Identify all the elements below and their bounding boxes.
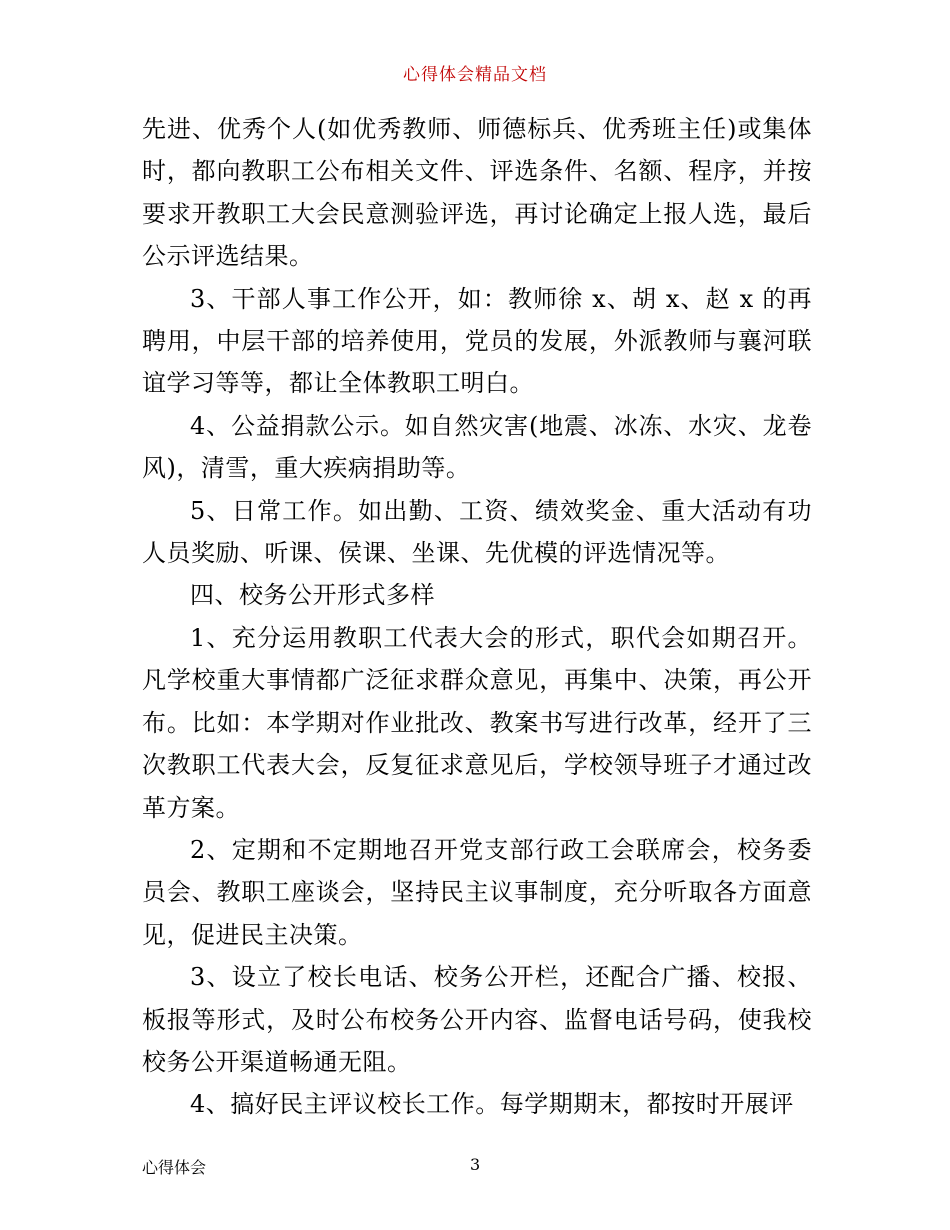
page-number: 3 xyxy=(470,1155,481,1174)
section-heading-forms: 四、校务公开形式多样 xyxy=(190,581,435,610)
paragraph-principal-phone: 3、设立了校长电话、校务公开栏，还配合广播、校报、板报等形式，及时公布校务公开内容、监督电话号码，使我校校务公开渠道畅通无阻。 xyxy=(142,963,812,1076)
paragraph-continuation: 先进、优秀个人(如优秀教师、师德标兵、优秀班主任)或集体时，都向教职工公布相关文件、评选条件、名额、程序，并按要求开教职工大会民意测验评选，再讨论确定上报人选，最后公示评选结果。 xyxy=(142,115,812,271)
paragraph-principal-evaluation: 4、搞好民主评议校长工作。每学期期末，都按时开展评 xyxy=(190,1090,794,1119)
paragraph-staff-congress: 1、充分运用教职工代表大会的形式，职代会如期召开。凡学校重大事情都广泛征求群众意见，再集中、决策，再公开布。比如：本学期对作业批改、教案书写进行改革，经开了三次教职工代表大会，反复征求意见后，学校领导班子才通过改革方案。 xyxy=(142,623,812,822)
paragraph-charity-donation: 4、公益捐款公示。如自然灾害(地震、冰冻、水灾、龙卷风)，清雪，重大疾病捐助等。 xyxy=(142,411,812,483)
footer-label: 心得体会 xyxy=(142,1158,207,1177)
paragraph-daily-work: 5、日常工作。如出勤、工资、绩效奖金、重大活动有功人员奖励、听课、侯课、坐课、先优模的评选情况等。 xyxy=(142,496,812,568)
paragraph-cadre-personnel: 3、干部人事工作公开，如：教师徐 x、胡 x、赵 x 的再聘用，中层干部的培养使用，党员的发展，外派教师与襄河联谊学习等等，都让全体教职工明白。 xyxy=(142,284,812,398)
document-body xyxy=(142,108,812,1126)
paragraph-joint-meetings: 2、定期和不定期地召开党支部行政工会联席会，校务委员会、教职工座谈会，坚持民主议事制度，充分听取各方面意见，促进民主决策。 xyxy=(142,835,812,949)
document-header-title: 心得体会精品文档 xyxy=(403,65,547,85)
